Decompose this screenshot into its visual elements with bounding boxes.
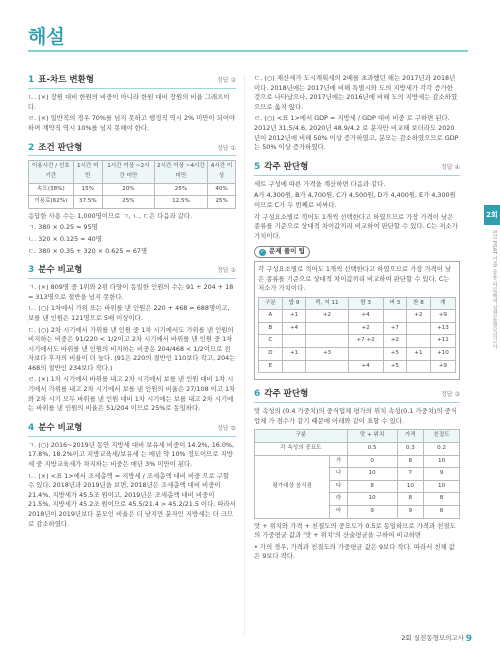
table-cell: 9 [347, 506, 397, 519]
table-cell: +2 [407, 310, 431, 323]
section-header [28, 264, 236, 279]
tip-badge [254, 246, 310, 258]
table-cell: 15% [73, 183, 102, 196]
explanation-line: ㄷ. (○) 재산세가 도시계획세의 2배를 초과했던 해는 2017년과 2018년이다. 2018년에는 2017년에 비해 특별시와 도의 지방세가 각각 증가한 것으로 나타났으나, 2017년에는 2016년에 비해 도의 지방세는 감소하였으므로 옳지 않다. [254, 74, 458, 111]
table-cell [383, 310, 407, 323]
explanation-line: ㄷ. (○) 2차 시기에서 가위를 낸 인원 중 1차 시기에서도 가위를 낸 인원의 비지하는 비중은 91/220 < 1/2이고 2차 시기에서 바위를 낸 인원 중 1차 시기에서도 바위를 낸 인원의 비지하는 비중은 204/468 < 1/2이므로 전자보다 후자의 비율이 더 높다. (91은 220의 절반인 110보다 작고, 204는 468의 절반인 234보다 작다.) [28, 325, 236, 372]
table-header: 버 3 [383, 297, 407, 310]
explanation-line: ㄴ. (×) 장원 대비 한원의 비중이 아니라 한원 대비 장원의 비율 그래프이다. [28, 93, 230, 111]
table-cell: 속도(38%) [29, 183, 74, 196]
table-cell: 12.5% [154, 196, 207, 209]
table-cell [282, 360, 306, 373]
table-cell [407, 335, 431, 348]
table-cell: +2 [348, 322, 383, 335]
table-cell [306, 322, 348, 335]
table-header: 계 [430, 297, 455, 310]
table-cell: 8 [347, 480, 397, 493]
table-cell: 마 [330, 506, 348, 519]
table-cell: 10 [347, 493, 397, 506]
section-4-continued [254, 74, 460, 153]
table-cell: 10 [424, 480, 460, 493]
table-cell: 20% [102, 183, 154, 196]
explanation-line: ㄹ. (×) 1차 시기에서 바위를 내고 2차 시기에서 보를 낸 인원 대비 1차 시기에서 가위를 내고 2차 시기에서 보를 낸 인원의 비율은 27/108 이고 1차와 2차 시기 모두 바위를 낸 인원 대비 1차 시기에는 보를 내고 2차 시기에는 바위를 낸 인원의 비율은 51/204 이므로 25%로 동일하다. [28, 375, 236, 413]
table-header: 맛 + 위치 [347, 430, 397, 443]
explanation-line: 각 구성요소별로 적어도 1개씩 선택한다고 하였으므로 가장 가격이 낮은 종류를 기준으로 상대적 차이값끼리 비교하여 판단할 수 있다. C는 저소가 가치이다. [254, 212, 458, 240]
explanation-line: ㄹ. (○) <표 1>에서 GDP = 지방세 / GDP 대비 비중 로 구하면 된다. 2012년 31.5/4.6, 2020년 48.9/4.2 로 분자만 비교해 보더라도 2020년이 2012년에 비해 50% 이상 증가하였고, 분모는 감소하였으므로 GDP는 50% 이상 증가하였다. [254, 114, 459, 152]
section-title: 표-차트 변환형 [38, 75, 95, 86]
section-2 [28, 141, 236, 256]
table-cell: 40% [208, 183, 236, 196]
table-cell: +3 [306, 348, 348, 361]
table-row [259, 310, 456, 323]
table-cell: 각 속성의 중요도 [255, 443, 348, 456]
table-cell: 25% [154, 183, 207, 196]
table-cell: B [259, 322, 283, 335]
chapter-side-text: 5급 PSAT 기출 응용 자료해석 실전동형모의고사 [491, 230, 497, 350]
table-cell [407, 322, 431, 335]
table-row [255, 455, 460, 468]
table-cell: 9 [397, 506, 424, 519]
explanation-line: ㄹ. (×) 일반직의 경우 70%를 넘지 못하고 행정직 역시 2% 미만이 되어야 하며 계약직 역시 10%를 넘지 못해야 한다. [28, 114, 236, 132]
table-cell: 7 [397, 468, 424, 481]
section-header [28, 141, 236, 156]
table-cell: 25% [102, 196, 154, 209]
table-header: 찬 8 [407, 297, 431, 310]
explanation-line: ㄱ. 380 × 0.25 = 95명 [28, 223, 98, 232]
table-row [259, 335, 456, 348]
answer-label: 정답 ④ [441, 163, 460, 171]
table-header: 구분 [255, 430, 348, 443]
section-number: 6 [254, 389, 261, 400]
table-cell: 8 [397, 455, 424, 468]
table-row [29, 183, 236, 196]
section-header [254, 388, 460, 403]
table-row [259, 348, 456, 361]
table-cell: +5 [383, 348, 407, 361]
table-cell: 37.5% [73, 196, 102, 209]
table-cell: +13 [430, 322, 455, 335]
section-header [28, 74, 236, 89]
table-cell: +4 [348, 310, 383, 323]
section-3 [28, 264, 236, 414]
explanation-line: ㄴ. (×) <표 1>에서 조세총액 = 지방세 / 조세총액 대비 비중 으로 구할 수 있다. 2018년과 2019년을 보면, 2018년은 조세총액 대비 비중이 21.4%, 지방세가 45.5조 원이고, 2019년은 조세총액 대비 비중이 21.5%, 지방세가 45.2조 원이므로 45.5/21.4 > 45.2/21.5 이다. 따라서 2018년이 2019년보다 분모인 비율은 더 낮지만 분자인 지방세는 더 크므로 감소하였다. [28, 471, 236, 528]
table-cell: 10 [397, 480, 424, 493]
table-row [255, 443, 460, 456]
section-5 [254, 161, 460, 381]
table-cell: E [259, 360, 283, 373]
table-cell: 0.5 [347, 443, 397, 456]
table-cell: +1 [282, 348, 306, 361]
chapter-tab: 2회 [484, 205, 500, 225]
table-cell: 9 [424, 468, 460, 481]
table-header: 1시간 이상 ~2시간 미만 [102, 161, 154, 183]
section-1 [28, 74, 236, 133]
table-cell: +10 [430, 348, 455, 361]
table-header: 이용시간 / 선호기간 [29, 161, 74, 183]
section-6 [254, 388, 460, 562]
explanation-line: 응답한 사용 수는 1,000명이므로 ㄱ, ㄴ, ㄷ은 다음과 같다. [28, 211, 193, 220]
table-row [259, 360, 456, 373]
explanation-line: A가 4,300원, B가 4,700원, C가 4,500원, D가 4,400원, E가 4,300원이므로 C가 두 번째로 비싸다. [254, 191, 456, 209]
table-cell: C [259, 335, 283, 348]
table-header: 1시간 미만 [73, 161, 102, 183]
explanation-line: ㄱ. (○) 2016~2019년 동안 지방세 대비 보유세 비중이 14.2%, 16.0%, 17.8%, 18.2%이고 지방교육세/보유세 는 매년 약 10% 정도이므로 지방세 중 지방교육세가 차지하는 비중은 매년 3% 미만이 된다. [28, 440, 235, 469]
explanation-line: ㄱ. (×) 809명 중 1위와 2위 다양이 동일한 인원의 수는 91 + 204 + 18 = 313명으로 절반을 넘지 못한다. [28, 283, 234, 301]
table-cell: +7 [383, 322, 407, 335]
section-number: 2 [28, 142, 35, 153]
table-cell: +11 [430, 335, 455, 348]
table-cell: 0 [347, 455, 397, 468]
restaurant-rating-table [254, 429, 460, 518]
section-number: 4 [28, 423, 35, 434]
section-header [254, 161, 460, 176]
table-cell: 다 [330, 480, 348, 493]
tip-title: 문제 풀이 팁 [269, 247, 305, 256]
answer-label: 정답 ③ [441, 391, 460, 399]
table-cell: A [259, 310, 283, 323]
section-title: 분수 비교형 [38, 423, 83, 434]
answer-label: 정답 ① [217, 144, 236, 152]
section-title: 각주 판단형 [264, 161, 309, 172]
table-cell [306, 335, 348, 348]
table-cell: 가 [330, 455, 348, 468]
tip-box [254, 261, 460, 380]
table-cell: +4 [348, 360, 383, 373]
table-cell: 8 [424, 493, 460, 506]
table-cell: 라 [330, 493, 348, 506]
section-number: 5 [254, 161, 261, 172]
section-number: 1 [28, 75, 35, 86]
set-price-table [258, 297, 456, 374]
table-cell: 0.2 [424, 443, 460, 456]
table-cell [348, 348, 383, 361]
explanation-line: 맛 + 위치와 가격 + 친절도의 중요도가 0.5로 동일하므로 가격과 친절도의 가중평균 값과 '맛 + 위치'의 산술평균을 구하여 비교하면 [254, 521, 456, 540]
explanation-line: ㄴ. (○) 1차에서 가위 또는 바위를 낸 인원은 220 + 468 = 688명이고, 보를 낸 인원은 121명으로 5배 이상이다. [28, 304, 230, 322]
explanation-line: ㄷ. 380 × 0.35 + 320 × 0.625 = 67명 [28, 246, 148, 255]
preference-table [28, 160, 236, 208]
table-cell: 10 [347, 468, 397, 481]
section-4 [28, 422, 236, 529]
answer-label: 정답 ① [217, 267, 236, 275]
column-divider [244, 74, 245, 634]
table-header: 친절도 [424, 430, 460, 443]
table-header: 밥 9 [282, 297, 306, 310]
table-cell [306, 360, 348, 373]
explanation-line: • 가의 경우, 가격과 친절도의 가중평균 값은 9보다 작다. 따라서 친체 값은 9보다 작다. [254, 542, 455, 561]
table-cell: 10 [424, 455, 460, 468]
table-row [259, 322, 456, 335]
page-number: 9 [465, 634, 472, 644]
explanation-line: 세트 구성에 따른 가격을 계산하면 다음과 같다. [254, 179, 386, 188]
table-header: 4시간 이상 [208, 161, 236, 183]
table-cell: +9 [430, 360, 455, 373]
table-cell: 8 [424, 506, 460, 519]
table-row [29, 196, 236, 209]
page-title: 해설 [28, 26, 65, 48]
title-divider [28, 50, 468, 52]
table-cell: 이용료(62%) [29, 196, 74, 209]
table-group-label: 평가대상 음식점 [255, 455, 330, 518]
tip-text: 각 구성요소별로 적어도 1개씩 선택한다고 하였으므로 가장 가격이 낮은 종류를 기준으로 상대적 차이값끼리 비교하여 판단할 수 있다. C는 저소가 가치이다. [258, 264, 452, 293]
table-cell: +1 [282, 310, 306, 323]
table-header: 구분 [259, 297, 283, 310]
section-number: 3 [28, 265, 35, 276]
section-header [28, 422, 236, 437]
table-header: 가격 [397, 430, 424, 443]
table-cell: +4 [282, 322, 306, 335]
right-column [254, 74, 460, 570]
table-cell: 나 [330, 468, 348, 481]
table-cell: +5 [383, 360, 407, 373]
section-title: 분수 비교형 [38, 265, 83, 276]
table-header: 쌈 3 [348, 297, 383, 310]
table-cell: +7 +2 [348, 335, 383, 348]
section-title: 각주 판단형 [264, 389, 309, 400]
answer-label: 정답 ② [217, 77, 236, 85]
table-cell: 0.3 [397, 443, 424, 456]
table-header: 2시간 이상 ~4시간 미만 [154, 161, 207, 183]
table-cell: +2 [306, 310, 348, 323]
table-cell: D [259, 348, 283, 361]
table-cell [282, 335, 306, 348]
table-cell: +1 [407, 348, 431, 361]
footer-label: 2회 실전동형모의고사 [401, 634, 464, 642]
table-cell: 25% [208, 196, 236, 209]
left-column [28, 74, 236, 537]
table-header: 떡, 저 11 [306, 297, 348, 310]
explanation-line: 맛 속성의 (0.4 가중치)의 중식업체 평가의 위치 속성(0.1 가중치)의 중식업체 가 점수가 같기 때문에 아래와 같이 표할 수 있다. [254, 407, 457, 425]
explanation-line: ㄴ. 320 × 0.125 = 40명 [28, 234, 102, 243]
table-cell: +2 [383, 335, 407, 348]
table-cell: +9 [430, 310, 455, 323]
table-cell: 8 [397, 493, 424, 506]
answer-label: 정답 ⑤ [217, 425, 236, 433]
lightbulb-icon: ✓ [260, 248, 265, 255]
table-cell [407, 360, 431, 373]
section-title: 조건 판단형 [38, 142, 83, 153]
